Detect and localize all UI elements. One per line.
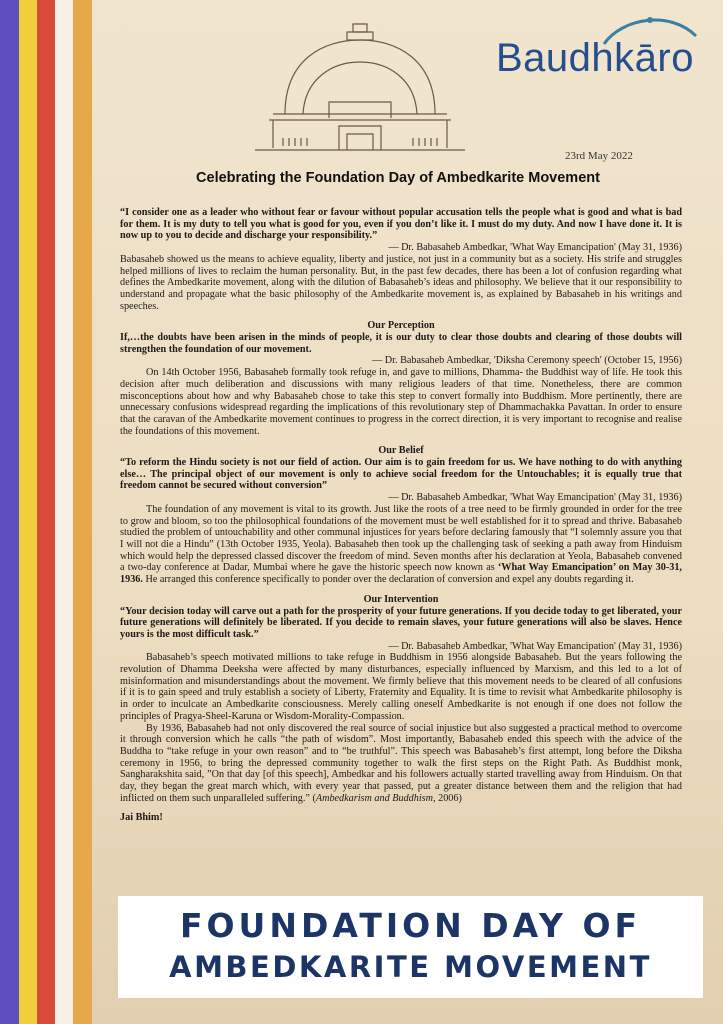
citation-title: Ambedkarism and Buddhism bbox=[315, 792, 434, 804]
letter-body bbox=[120, 207, 682, 824]
intro-paragraph: Babasaheb showed us the means to achieve equality, liberty and justice, not just in a community but as a society. His strife and struggles helped millions of lives to reclaim the human personality. But, in the past few decades, there has been a lot of confusion regarding what defines the Ambedkarite movement, along with the dilution of Babasaheb’s ideas and philosophy. We believe that it our responsibility to understand and propagate what the basic philosophy of the Ambedkarite movement is, as explained by Babasaheb in his writings and speeches. bbox=[120, 253, 682, 312]
page-title: Celebrating the Foundation Day of Ambedkarite Movement bbox=[196, 170, 600, 186]
brand-logo: Baudhkāro bbox=[496, 36, 694, 80]
banner-line-1: FOUNDATION DAY OF bbox=[179, 906, 642, 945]
perception-quote: If,…the doubts have been arisen in the minds of people, it is our duty to clear those doubts and clearing of those doubts will strengthen the foundation of our movement. bbox=[120, 332, 682, 355]
stripe-yellow bbox=[19, 0, 37, 1024]
perception-attribution: — Dr. Babasaheb Ambedkar, 'Diksha Ceremony speech' (October 15, 1956) bbox=[372, 355, 682, 367]
intervention-quote: “Your decision today will carve out a path for the prosperity of your future generations. If you decide today to get liberated, your future generations will definitely be liberated. If you decide to remain slaves, your future generations will also be slaves. Hence yours is the most difficult task.” bbox=[120, 605, 682, 640]
banner-line-2: AMBEDKARITE MOVEMENT bbox=[169, 950, 652, 984]
belief-text-start: The foundation of any movement is vital to its growth. Just like the roots of a tree need to be firmly grounded in order for the tree to grow and bloom, so too the philosophical foundations of the movement must be well established for it to spread and thrive. Babasaheb studied the problem of untouchability and other communal injustices for years before declaring famously that “I solemnly assure you that I will not die a Hindu” (13th October 1935, Yeola). Babasaheb then took up the challenging task of seeking a path away from Hinduism which would help the depressed classed discover the freedom of mind. Seven months after his declaration at Yeola, Babasaheb convened a two-day conference at Dadar, Mumbai where he gave the historic speech now known as bbox=[120, 503, 682, 574]
belief-paragraph bbox=[120, 504, 682, 586]
stripe-red bbox=[37, 0, 55, 1024]
section-heading-perception: Our Perception bbox=[367, 320, 435, 332]
stripe-white bbox=[55, 0, 73, 1024]
citation-tail: , 2006) bbox=[433, 792, 462, 804]
intro-quote: “I consider one as a leader who without fear or favour without popular accusation tells the people what is good and what is bad for them. It is my duty to tell you what is good for you, even if you don’t like it. I must do my duty. And now I have done it. It is now up to you to decide and discharge your responsibility.” bbox=[120, 207, 682, 242]
section-heading-intervention: Our Intervention bbox=[363, 593, 439, 605]
intervention-paragraph-2 bbox=[120, 723, 682, 805]
stripe-orange bbox=[73, 0, 92, 1024]
stupa-illustration bbox=[255, 18, 465, 158]
intro-attribution: — Dr. Babasaheb Ambedkar, 'What Way Emancipation' (May 31, 1936) bbox=[388, 242, 682, 254]
buddhist-flag-stripes bbox=[0, 0, 92, 1024]
belief-text-end: He arranged this conference specifically to ponder over the declaration of conversion and expel any doubts regarding it. bbox=[142, 574, 634, 586]
stripe-blue bbox=[0, 0, 19, 1024]
belief-attribution: — Dr. Babasaheb Ambedkar, 'What Way Emancipation' (May 31, 1936) bbox=[388, 492, 682, 504]
footer-banner bbox=[118, 896, 703, 998]
intervention-paragraph-1: Babasaheb’s speech motivated millions to take refuge in Buddhism in 1956 alongside Babasaheb. But the years following the revolution of Dhamma Deeksha were affected by many disturbances, especially influenced by Marxism, and this led to a lot of misinformation and misunderstandings about the movement. We firmly believe that this movement needs to be cleared of all confusions if it is to gain speed and truly establish a society of Liberty, Fraternity and Equality. It is time to revisit what Ambedkarite philosophy is in order to inculcate an Ambedkarite consciousness. Merely calling oneself Ambedkarite is not enough if one does not follow the principles of Pragya-Sheel-Karuna or Wisdom-Morality-Compassion. bbox=[120, 652, 682, 722]
letter-date: 23rd May 2022 bbox=[565, 150, 633, 162]
closing-salutation: Jai Bhim! bbox=[120, 812, 163, 824]
belief-quote: “To reform the Hindu society is not our field of action. Our aim is to gain freedom for us. We have nothing to do with anything else… The principal object of our movement is only to achieve social freedom for the Untouchables; it is equally true that freedom cannot be secured without conversion” bbox=[120, 457, 682, 492]
intervention-text: By 1936, Babasaheb had not only discovered the real source of social injustice but also suggested a practical method to overcome it through conversion which he calls “the path of wisdom”. Most importantly, Babasaheb ended this speech with the advice of the Buddha to “take refuge in your own reason” and to “be truthful”. This speech was Babasaheb’s first attempt, long before the Diksha ceremony in 1956, to bring the depressed community together to walk the first steps on the Right Path. As Buddhist monk, Sangharakshita said, ”On that day [of this speech], Ambedkar and his followers actually started travelling away from Hinduism. On that day, they began the great march which, with every year that passed, put a greater distance between them and the religion that had inflicted on them such unparalleled suffering.” ( bbox=[120, 722, 682, 804]
belief-text-bold: ‘What Way Emancipation’ on May 30-31, 1936. bbox=[120, 562, 682, 586]
perception-paragraph: On 14th October 1956, Babasaheb formally took refuge in, and gave to millions, Dhamma- the Buddhist way of life. He took this decision after much deliberation and discussions with many religious leaders of that time. Nonetheless, there are common misconceptions about how and why Babasaheb chose to take this step to convert formally into Buddhism. More pertinently, there are unnecessary confusions widespread regarding the implications of this revolutionary step of Dhammachakka Pavattan. In order to ensure that the caravan of the Ambedkarite movement continues to progress in the correct direction, it is very important to recognise and realise the foundations of this movement. bbox=[120, 367, 682, 437]
section-heading-belief: Our Belief bbox=[378, 445, 424, 457]
intervention-attribution: — Dr. Babasaheb Ambedkar, 'What Way Emancipation' (May 31, 1936) bbox=[388, 640, 682, 652]
